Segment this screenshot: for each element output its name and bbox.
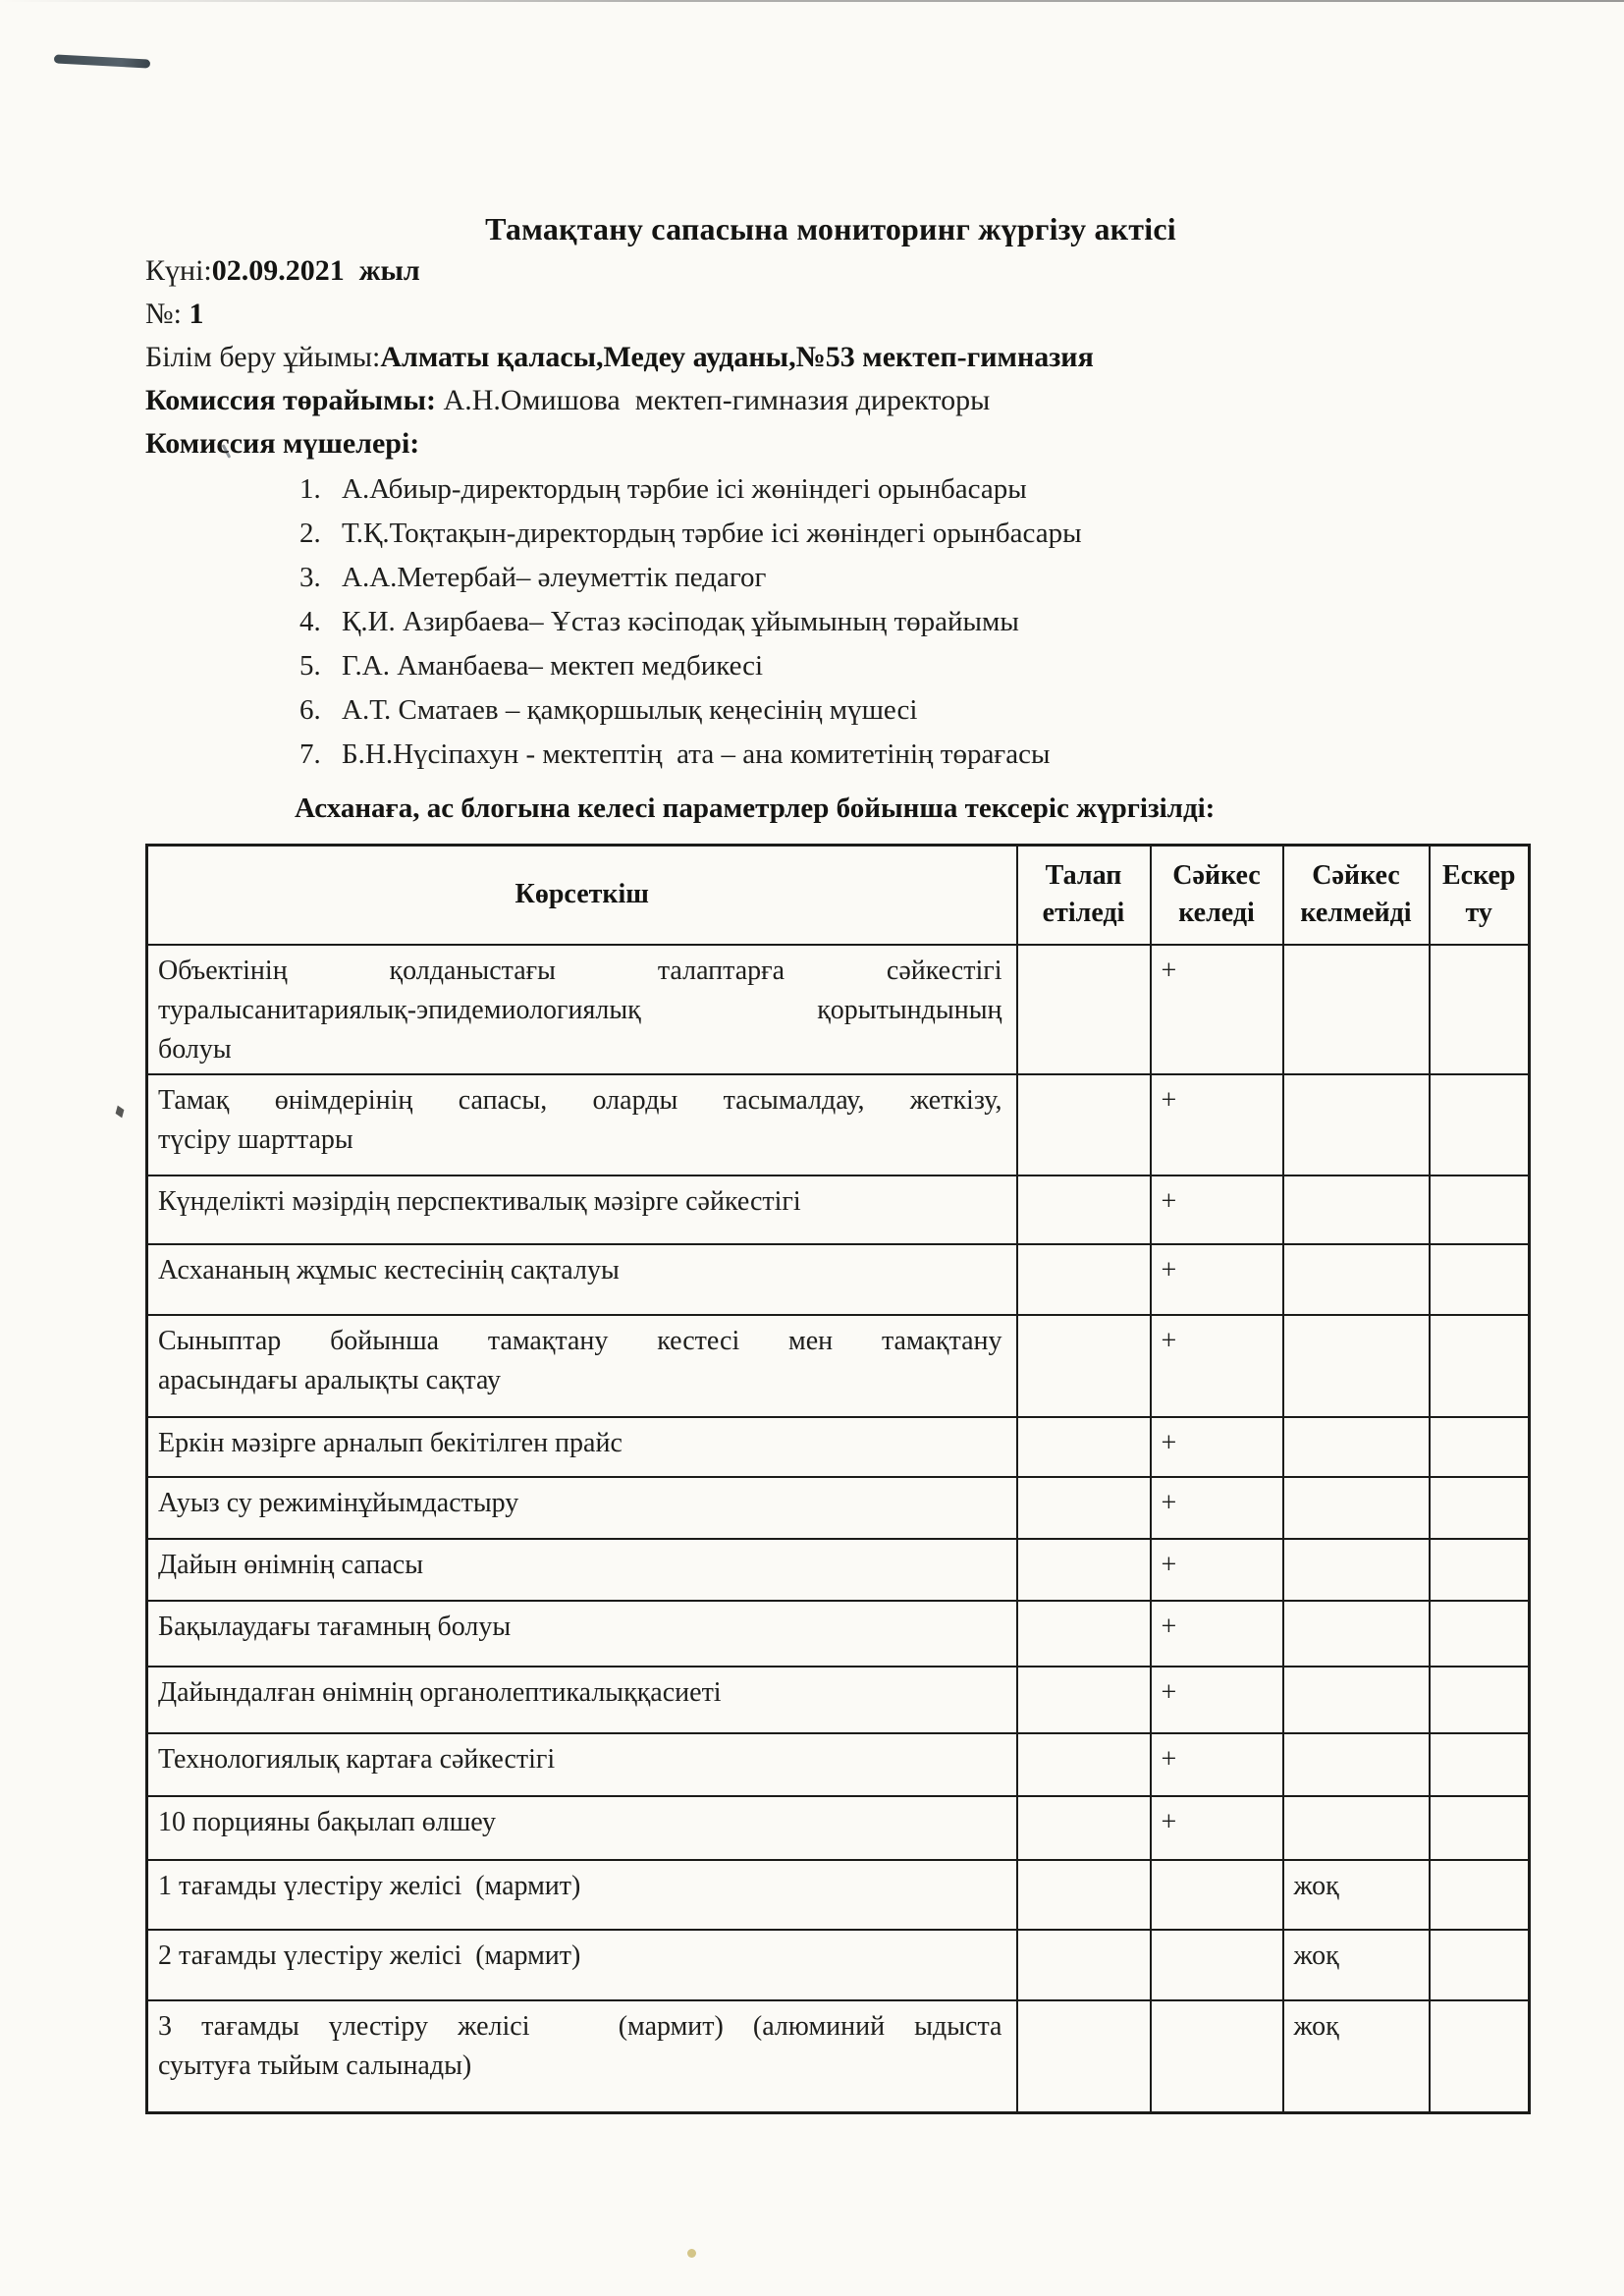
header-cell-4: Ескерту (1430, 846, 1530, 945)
header-cell-0: Көрсеткіш (147, 846, 1017, 945)
cell-required (1017, 2000, 1151, 2113)
cell-conforms: + (1151, 1667, 1283, 1733)
cell-not-conforms (1283, 1315, 1430, 1417)
cell-required (1017, 945, 1151, 1074)
page-title: Тамақтану сапасына мониторинг жүргізу актісі (485, 211, 1176, 246)
cell-required (1017, 1244, 1151, 1315)
chair-value: А.Н.Омишова мектеп-гимназия директоры (436, 384, 991, 416)
table-row (147, 1796, 1530, 1860)
cell-indicator: Күнделікті мәзірдің перспективалық мәзірге сәйкестігі (147, 1175, 1017, 1244)
cell-note (1430, 1539, 1530, 1601)
cell-note (1430, 1860, 1530, 1930)
cell-not-conforms (1283, 1796, 1430, 1860)
cell-note (1430, 1315, 1530, 1417)
commission-member: 3. А.А.Метербай– әлеуметтік педагог (328, 556, 1516, 600)
table-body (147, 945, 1530, 2113)
table-row (147, 1175, 1530, 1244)
cell-note (1430, 2000, 1530, 2113)
table-row (147, 1860, 1530, 1930)
cell-indicator: Дайындалған өнімнің органолептикалыққасиеті (147, 1667, 1017, 1733)
cell-not-conforms (1283, 1601, 1430, 1667)
table-row (147, 1539, 1530, 1601)
cell-conforms: + (1151, 1796, 1283, 1860)
cell-note (1430, 1601, 1530, 1667)
scan-dot-stain (687, 2249, 696, 2258)
cell-indicator: Объектінің қолданыстағы талаптарға сәйкестігі туралысанитариялық-эпидемиологиялық қорытындының болуы (147, 945, 1017, 1074)
cell-indicator: Технологиялық картаға сәйкестігі (147, 1733, 1017, 1796)
cell-conforms (1151, 1860, 1283, 1930)
cell-indicator: Еркін мәзірге арналып бекітілген прайс (147, 1417, 1017, 1477)
cell-note (1430, 1175, 1530, 1244)
cell-required (1017, 1930, 1151, 2000)
commission-members-list (145, 467, 1516, 777)
header-cell-1: Талап етіледі (1017, 846, 1151, 945)
cell-indicator: 10 порцияны бақылап өлшеу (147, 1796, 1017, 1860)
cell-indicator: Асхананың жұмыс кестесінің сақталуы (147, 1244, 1017, 1315)
cell-indicator: Дайын өнімнің сапасы (147, 1539, 1017, 1601)
table-row (147, 2000, 1530, 2113)
date-line (145, 249, 1516, 293)
table-row (147, 1244, 1530, 1315)
cell-not-conforms: жоқ (1283, 1930, 1430, 2000)
cell-note (1430, 945, 1530, 1074)
table-row (147, 1477, 1530, 1539)
cell-conforms: + (1151, 1175, 1283, 1244)
cell-required (1017, 1796, 1151, 1860)
table-row (147, 1667, 1530, 1733)
inspection-table (145, 844, 1531, 2114)
cell-not-conforms: жоқ (1283, 1860, 1430, 1930)
commission-member: 1. А.Абиыр-директордың тәрбие ісі жөніндегі орынбасары (328, 467, 1516, 512)
cell-note (1430, 1930, 1530, 2000)
commission-member: 5. Г.А. Аманбаева– мектеп медбикесі (328, 644, 1516, 688)
organization-line (145, 336, 1516, 379)
cell-conforms: + (1151, 1074, 1283, 1175)
cell-not-conforms (1283, 1477, 1430, 1539)
cell-not-conforms (1283, 1074, 1430, 1175)
number-label: №: (145, 298, 182, 330)
header-cell-2: Сәйкес келеді (1151, 846, 1283, 945)
cell-conforms: + (1151, 945, 1283, 1074)
organization-value: Алматы қаласы,Медеу ауданы,№53 мектеп-гимназия (380, 341, 1094, 373)
cell-required (1017, 1175, 1151, 1244)
cell-conforms: + (1151, 1244, 1283, 1315)
cell-required (1017, 1733, 1151, 1796)
table-row (147, 1074, 1530, 1175)
cell-note (1430, 1417, 1530, 1477)
cell-note (1430, 1477, 1530, 1539)
cell-conforms: + (1151, 1733, 1283, 1796)
cell-not-conforms (1283, 1733, 1430, 1796)
chair-label: Комиссия төрайымы: (145, 384, 437, 416)
cell-note (1430, 1667, 1530, 1733)
cell-conforms (1151, 1930, 1283, 2000)
table-row (147, 1733, 1530, 1796)
cell-not-conforms (1283, 1417, 1430, 1477)
number-line (145, 293, 1516, 336)
date-label: Күні: (145, 254, 212, 287)
cell-required (1017, 1667, 1151, 1733)
cell-note (1430, 1796, 1530, 1860)
header-cell-3: Сәйкес келмейді (1283, 846, 1430, 945)
members-heading: Комиссия мүшелері: (145, 427, 420, 460)
cell-conforms (1151, 2000, 1283, 2113)
cell-conforms: + (1151, 1477, 1283, 1539)
cell-indicator: 3 тағамды үлестіру желісі (мармит) (алюминий ыдыста суытуға тыйым салынады) (147, 2000, 1017, 2113)
cell-indicator: Тамақ өнімдерінің сапасы, оларды тасымалдау, жеткізу, түсіру шарттары (147, 1074, 1017, 1175)
cell-indicator: 2 тағамды үлестіру желісі (мармит) (147, 1930, 1017, 2000)
intro-paragraph: Асханаға, ас блогына келесі параметрлер бойынша тексеріс жүргізілді: (295, 793, 1216, 824)
table-row (147, 1930, 1530, 2000)
cell-required (1017, 1477, 1151, 1539)
table-row (147, 1417, 1530, 1477)
table-row (147, 945, 1530, 1074)
cell-not-conforms (1283, 1175, 1430, 1244)
cell-required (1017, 1601, 1151, 1667)
cell-indicator: Бақылаудағы тағамның болуы (147, 1601, 1017, 1667)
table-row (147, 1315, 1530, 1417)
cell-indicator: Ауыз су режимінұйымдастыру (147, 1477, 1017, 1539)
cell-conforms: + (1151, 1417, 1283, 1477)
cell-required (1017, 1417, 1151, 1477)
commission-member: 6. А.Т. Сматаев – қамқоршылық кеңесінің мүшесі (328, 688, 1516, 733)
cell-required (1017, 1315, 1151, 1417)
cell-conforms: + (1151, 1601, 1283, 1667)
cell-not-conforms (1283, 1244, 1430, 1315)
table-header-row (147, 846, 1530, 945)
table-row (147, 1601, 1530, 1667)
cell-note (1430, 1074, 1530, 1175)
cell-note (1430, 1244, 1530, 1315)
cell-conforms: + (1151, 1539, 1283, 1601)
cell-conforms: + (1151, 1315, 1283, 1417)
cell-not-conforms (1283, 1667, 1430, 1733)
cell-not-conforms (1283, 945, 1430, 1074)
cell-required (1017, 1860, 1151, 1930)
number-value-text: 1 (189, 298, 204, 330)
cell-indicator: Сыныптар бойынша тамақтану кестесі мен тамақтану арасындағы аралықты сақтау (147, 1315, 1017, 1417)
cell-note (1430, 1733, 1530, 1796)
cell-not-conforms (1283, 1539, 1430, 1601)
cell-required (1017, 1074, 1151, 1175)
date-value: 02.09.2021 жыл (211, 254, 420, 287)
cell-not-conforms: жоқ (1283, 2000, 1430, 2113)
commission-member: 2. Т.Қ.Тоқтақын-директордың тәрбие ісі жөніндегі орынбасары (328, 512, 1516, 556)
chair-line (145, 379, 1516, 422)
commission-member: 7. Б.Н.Нүсіпахун - мектептің ата – ана комитетінің төрағасы (328, 733, 1516, 777)
organization-label: Білім беру ұйымы: (145, 341, 381, 373)
commission-member: 4. Қ.И. Азирбаева– Ұстаз кәсіподақ ұйымының төрайымы (328, 600, 1516, 644)
cell-required (1017, 1539, 1151, 1601)
cell-indicator: 1 тағамды үлестіру желісі (мармит) (147, 1860, 1017, 1930)
